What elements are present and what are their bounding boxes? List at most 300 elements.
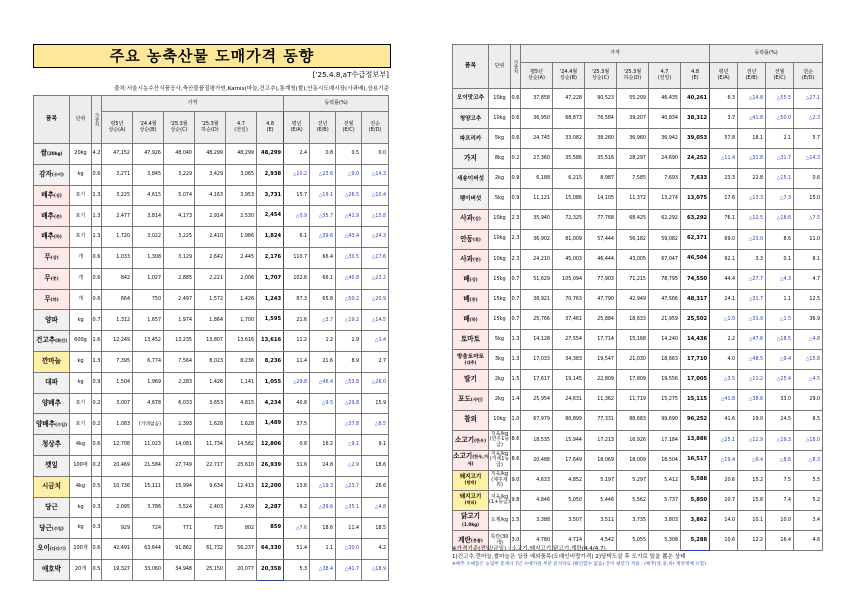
header-line: 전순 (370, 121, 380, 127)
rate-cell: △24.3 (362, 227, 389, 248)
table-row (34, 351, 389, 372)
item-label: 당근 (45, 502, 58, 511)
price-cell: 48,040 (164, 144, 195, 165)
header-line: (E/D) (801, 74, 815, 81)
price-cell: 25,150 (195, 559, 226, 580)
rate-cell: △40.8 (336, 268, 362, 289)
price-cell: 24,690 (649, 149, 681, 169)
rate-cell: △18.9 (362, 559, 389, 580)
item-sublabel: (한우) (474, 437, 487, 443)
header-price-col (164, 112, 195, 144)
item-name (453, 269, 489, 289)
price-cell: 6,033 (164, 393, 195, 414)
rate-cell: 17.6 (710, 189, 738, 209)
item-weight: 8.6 (511, 430, 521, 450)
header-unit: 단위 (70, 96, 92, 144)
item-sublabel: (상) (50, 255, 59, 261)
item-sublabel: (하) (50, 296, 59, 302)
rate-cell: 33.0 (766, 390, 794, 410)
price-today: 2,454 (257, 206, 284, 227)
item-unit: 2kg (489, 169, 511, 189)
item-weight: 1.3 (92, 206, 102, 227)
footnotes (452, 545, 822, 569)
item-unit: 지육/kg (거세1등급) (489, 450, 511, 470)
item-unit: kg (70, 372, 92, 393)
item-label: 딸기 (464, 375, 477, 384)
price-cell: 4,852 (553, 470, 585, 490)
price-cell: 7,693 (649, 169, 681, 189)
table-row (34, 435, 389, 456)
item-weight: 0.5 (92, 559, 102, 580)
item-sublabel: (1.0kg) (461, 521, 480, 527)
price-cell: 4,780 (521, 531, 553, 551)
item-weight: 1.0 (511, 410, 521, 430)
price-cell: 18,633 (617, 310, 649, 330)
item-unit: 10kg (489, 229, 511, 249)
rate-cell: △9.4 (766, 350, 794, 370)
header-item: 품목 (34, 96, 70, 144)
item-sublabel: (다다기) (49, 546, 66, 552)
rate-cell: 8.9 (336, 351, 362, 372)
rate-cell: 11.0 (794, 229, 823, 249)
price-cell: 17,809 (617, 370, 649, 390)
price-cell: 6,215 (553, 169, 585, 189)
price-cell: 1,141 (226, 372, 257, 393)
price-today: 62,371 (681, 229, 710, 249)
price-cell: 4,714 (553, 531, 585, 551)
price-cell: 929 (102, 518, 133, 539)
item-label: 배추 (41, 211, 54, 220)
header-rate-group: 등락률(%) (284, 96, 389, 112)
header-line: 평5년 (110, 121, 124, 127)
item-weight: 2.3 (511, 249, 521, 269)
table-row (34, 247, 389, 268)
rate-cell: 24.5 (766, 410, 794, 430)
header-weight: 가중치 (511, 45, 521, 89)
table-row (453, 430, 823, 450)
rate-cell: 76.1 (710, 209, 738, 229)
price-cell: 14,240 (649, 330, 681, 350)
price-cell: 11,719 (617, 390, 649, 410)
rate-cell: △10.4 (362, 185, 389, 206)
item-sublabel: (샤인) (470, 397, 483, 403)
item-weight: 0.6 (92, 435, 102, 456)
rate-cell: △6.4 (738, 450, 766, 470)
price-cell: 47,790 (585, 289, 617, 309)
rate-cell: 10.1 (738, 510, 766, 530)
rate-cell: △25.1 (710, 430, 738, 450)
price-today: 12,806 (257, 435, 284, 456)
item-name (34, 268, 70, 289)
price-cell: 5,737 (649, 490, 681, 510)
rate-cell: 24.8 (310, 455, 336, 476)
item-unit: 개 (70, 268, 92, 289)
rate-cell: △3.5 (710, 370, 738, 390)
rate-cell: △8.3 (794, 450, 823, 470)
price-cell: 5,446 (585, 490, 617, 510)
item-name (34, 497, 70, 518)
rate-cell: △14.3 (362, 164, 389, 185)
header-price-col (195, 112, 226, 144)
source-note: 출처:서울시농수산식품공사,축산물품질평가원,Kamis(마늘,건고추),통계청(쌀),안동시도매시장(사과배),상용기준 (114, 86, 389, 92)
item-unit: 지육/kg (한우1등급) (489, 430, 511, 450)
price-cell: 2,403 (195, 497, 226, 518)
item-sublabel: (20kg) (46, 151, 63, 157)
item-unit: 100개 (70, 539, 92, 560)
price-cell: 3,225 (164, 227, 195, 248)
rate-cell: 66.1 (310, 268, 336, 289)
rate-cell: △7.5 (794, 209, 823, 229)
price-cell: 18,069 (585, 450, 617, 470)
rate-cell: △19.3 (766, 430, 794, 450)
price-cell: 8,023 (195, 351, 226, 372)
price-cell: 47,152 (102, 144, 133, 165)
price-cell: 2,095 (102, 497, 133, 518)
item-weight: 9.0 (511, 470, 521, 490)
price-cell: 3,429 (195, 164, 226, 185)
price-cell: 35,940 (521, 209, 553, 229)
price-today: 26,939 (257, 455, 284, 476)
item-sublabel: (한우,거세) (467, 453, 488, 467)
price-today: 17,005 (681, 370, 710, 390)
item-name (34, 351, 70, 372)
rate-cell: 2.9 (336, 331, 362, 352)
price-cell: 11,734 (195, 435, 226, 456)
header-line: 상순(C) (591, 74, 610, 81)
price-cell: 43,005 (617, 249, 649, 269)
price-cell: 22,809 (585, 370, 617, 390)
item-name (453, 450, 489, 470)
price-cell: 4,846 (521, 490, 553, 510)
item-name (453, 129, 489, 149)
header-rate-col (794, 63, 823, 89)
table-row (453, 189, 823, 209)
price-cell: 1,700 (226, 310, 257, 331)
rate-cell: 110.7 (284, 247, 310, 268)
price-cell: 2,283 (164, 372, 195, 393)
item-weight: 1.3 (511, 350, 521, 370)
table-row (453, 410, 823, 430)
item-weight: 1.4 (511, 390, 521, 410)
item-label: 오이맛고추 (456, 95, 485, 102)
header-price-group: 가격 (102, 96, 284, 112)
item-name (34, 518, 70, 539)
rate-cell: 44.4 (710, 269, 738, 289)
price-cell: 1,312 (102, 310, 133, 331)
price-cell: 7,585 (617, 169, 649, 189)
price-cell: 38,260 (585, 129, 617, 149)
item-sublabel: (탕박) (464, 480, 477, 486)
table-row (453, 169, 823, 189)
rate-cell: △53.8 (336, 372, 362, 393)
rate-cell: △46.4 (310, 372, 336, 393)
price-cell: 20,469 (102, 455, 133, 476)
price-cell: 11,372 (617, 189, 649, 209)
rate-cell: △9.5 (310, 393, 336, 414)
price-today: 74,550 (681, 269, 710, 289)
item-label: 파프리카 (459, 135, 482, 142)
price-cell: 25,766 (521, 310, 553, 330)
item-label: 팽이버섯 (459, 195, 482, 202)
price-cell: 67,047 (649, 249, 681, 269)
rate-cell: 4.7 (794, 269, 823, 289)
item-label: 닭고기 (460, 512, 481, 521)
item-name (34, 476, 70, 497)
price-cell: 724 (133, 518, 164, 539)
price-today: 1,055 (257, 372, 284, 393)
rate-cell: 13.6 (284, 476, 310, 497)
rate-cell: 57.8 (710, 129, 738, 149)
item-unit: 5kg (489, 189, 511, 209)
item-label: 오이 (37, 544, 50, 553)
rate-cell: 36.9 (794, 310, 823, 330)
table-row (453, 149, 823, 169)
item-label: 참외 (464, 415, 477, 424)
item-name (453, 249, 489, 269)
item-weight: 0.7 (511, 310, 521, 330)
price-cell: 27,554 (553, 330, 585, 350)
rate-cell: △1.4 (362, 331, 389, 352)
price-today: 64,330 (257, 539, 284, 560)
rate-cell: 29.0 (794, 390, 823, 410)
rate-cell: 26.6 (362, 476, 389, 497)
price-cell: 27,749 (164, 455, 195, 476)
table-row (34, 393, 389, 414)
header-price-col (226, 112, 257, 144)
rate-cell: △17.6 (362, 247, 389, 268)
price-cell: 81,009 (553, 229, 585, 249)
rate-cell: 0.0 (362, 144, 389, 165)
price-cell: 24,210 (521, 249, 553, 269)
header-line: '24.4월 (559, 69, 578, 75)
item-label: 감자 (39, 170, 52, 179)
header-line: 평5년 (530, 69, 543, 75)
item-sublabel: (중) (469, 296, 478, 302)
rate-cell: 65.8 (310, 289, 336, 310)
item-unit: 20개 (70, 559, 92, 580)
price-today: 1,243 (257, 289, 284, 310)
table-row (453, 310, 823, 330)
rate-cell: △9.0 (336, 164, 362, 185)
item-name (34, 164, 70, 185)
table-row (34, 144, 389, 165)
item-name (34, 414, 70, 435)
item-weight: 0.6 (511, 89, 521, 109)
price-cell: 3,388 (521, 510, 553, 530)
table-row (34, 206, 389, 227)
table-row (34, 539, 389, 560)
price-cell: 39,207 (617, 109, 649, 129)
item-weight: 0.3 (92, 518, 102, 539)
item-weight: 0.6 (92, 247, 102, 268)
item-label: 사과 (460, 254, 473, 263)
header-line: 상순(A) (528, 74, 545, 81)
price-cell: 36,902 (521, 229, 553, 249)
item-label: 토마토 (460, 335, 481, 344)
price-today: 7,633 (681, 169, 710, 189)
rate-cell: △27.7 (738, 269, 766, 289)
price-cell: 46,444 (585, 249, 617, 269)
item-label: 돼지고기 (459, 474, 482, 481)
item-label: 당근 (39, 523, 52, 532)
price-today: 17,710 (681, 350, 710, 370)
header-line: (E) (266, 126, 274, 133)
price-cell: 1,027 (133, 268, 164, 289)
price-cell: 4,542 (585, 531, 617, 551)
price-cell: 2,221 (195, 268, 226, 289)
footnote-1: ※가격기준(전일/금일) : 소고기,돼지고기,닭고기,계란(4.4/4.7) (452, 546, 606, 552)
price-cell: 42,491 (102, 539, 133, 560)
price-cell: 842 (102, 268, 133, 289)
price-cell: 13,274 (649, 189, 681, 209)
price-cell: 34,383 (553, 350, 585, 370)
price-today: 48,317 (681, 289, 710, 309)
item-name (34, 185, 70, 206)
item-label: 건고추 (35, 336, 56, 345)
price-today: 8,236 (257, 351, 284, 372)
table-row (453, 330, 823, 350)
rate-cell: 18.5 (362, 518, 389, 539)
rate-cell: △47.6 (738, 330, 766, 350)
price-cell: 14,081 (164, 435, 195, 456)
item-sublabel: (수미) (51, 172, 64, 178)
rate-cell: △18.5 (766, 330, 794, 350)
price-cell: 1,628 (195, 414, 226, 435)
rate-cell: 37.5 (284, 414, 310, 435)
rate-cell: △23.0 (738, 229, 766, 249)
item-unit: 지육/kg (1+등급) (489, 490, 511, 510)
price-cell: 771 (164, 518, 195, 539)
price-today: 13,616 (257, 331, 284, 352)
price-cell: 1,864 (195, 310, 226, 331)
item-label: 계란 (458, 535, 471, 544)
rate-cell: 7.4 (766, 490, 794, 510)
rate-cell: 5.7 (794, 129, 823, 149)
item-label: 새송이버섯 (456, 175, 485, 182)
price-cell: 40,834 (649, 109, 681, 129)
rate-cell: △29.8 (336, 393, 362, 414)
price-cell: 13,807 (195, 331, 226, 352)
price-cell: 2,530 (226, 206, 257, 227)
price-cell: 3,814 (133, 206, 164, 227)
item-weight: 0.6 (511, 109, 521, 129)
table-row (34, 310, 389, 331)
item-weight: 0.2 (92, 455, 102, 476)
price-today: 5,588 (681, 470, 710, 490)
header-line: '25.3월 (201, 121, 219, 127)
item-name (453, 390, 489, 410)
item-weight: 2.3 (511, 229, 521, 249)
table-row (453, 390, 823, 410)
price-cell: 13,616 (226, 331, 257, 352)
table-row (34, 476, 389, 497)
rate-cell: 0.8 (310, 144, 336, 165)
page-title: 주요 농축산물 도매가격 동향 (33, 44, 391, 68)
price-cell: 4,678 (133, 393, 164, 414)
item-weight: 0.3 (92, 497, 102, 518)
rate-cell: △19.2 (336, 310, 362, 331)
rate-cell: 6.3 (710, 89, 738, 109)
table-row (453, 370, 823, 390)
item-weight: 0.6 (92, 164, 102, 185)
price-cell: 4,163 (195, 185, 226, 206)
rate-cell: △20.9 (362, 289, 389, 310)
price-today: 46,504 (681, 249, 710, 269)
rate-cell: △39.6 (310, 497, 336, 518)
rate-cell: △11.4 (710, 149, 738, 169)
header-rate-col (710, 63, 738, 89)
item-weight: 9.8 (511, 490, 521, 510)
item-weight: 0.6 (92, 268, 102, 289)
price-today: 5,288 (681, 531, 710, 551)
header-line: '25.3월 (170, 121, 188, 127)
price-cell: 7,564 (164, 351, 195, 372)
price-today: 20,358 (257, 559, 284, 580)
price-cell: 2,885 (164, 268, 195, 289)
price-cell: 17,213 (585, 430, 617, 450)
rate-cell: 4.0 (710, 350, 738, 370)
item-name (34, 435, 70, 456)
header-line: '25.3월 (591, 69, 610, 75)
price-cell: 13,235 (164, 331, 195, 352)
price-cell: 34,948 (164, 559, 195, 580)
item-name (34, 247, 70, 268)
rate-cell: 2.2 (710, 330, 738, 350)
rate-cell: △4.8 (794, 330, 823, 350)
price-today: 3,862 (681, 510, 710, 530)
item-label: 안동 (460, 234, 473, 243)
header-price-col (617, 63, 649, 89)
price-cell: 2,642 (195, 247, 226, 268)
price-cell: 1,308 (133, 247, 164, 268)
item-unit: 포기 (70, 393, 92, 414)
rate-cell: 1.2 (310, 331, 336, 352)
item-unit: 포기 (70, 414, 92, 435)
item-label: 무 (44, 274, 51, 283)
item-unit: 개 (70, 247, 92, 268)
item-label: 배 (463, 294, 470, 303)
header-line: 상순(B) (560, 74, 577, 81)
price-cell: 55,209 (617, 89, 649, 109)
item-sublabel: (상) (469, 276, 478, 282)
item-label: 배 (463, 274, 470, 283)
price-cell: 2,497 (164, 289, 195, 310)
rate-cell: △38.4 (310, 559, 336, 580)
item-name (34, 331, 70, 352)
header-price-col (681, 63, 710, 89)
item-unit: 20kg (70, 144, 92, 165)
rate-cell: △2.3 (794, 109, 823, 129)
price-cell: 28,297 (617, 149, 649, 169)
rate-cell: △9.1 (336, 435, 362, 456)
rate-cell: △39.6 (310, 227, 336, 248)
rate-cell: △4.3 (766, 269, 794, 289)
price-cell: 19,145 (553, 370, 585, 390)
rate-cell: 11.4 (284, 351, 310, 372)
price-today: 15,115 (681, 390, 710, 410)
item-label: 가지 (464, 154, 477, 163)
price-cell: 7,395 (102, 351, 133, 372)
price-today: 1,595 (257, 310, 284, 331)
rate-cell: △26.0 (362, 372, 389, 393)
item-name (34, 310, 70, 331)
table-row (34, 559, 389, 580)
header-line: (E/B) (316, 126, 329, 133)
rate-cell: 5.5 (794, 470, 823, 490)
price-cell: 33,060 (133, 559, 164, 580)
item-name (453, 410, 489, 430)
table-row (34, 331, 389, 352)
